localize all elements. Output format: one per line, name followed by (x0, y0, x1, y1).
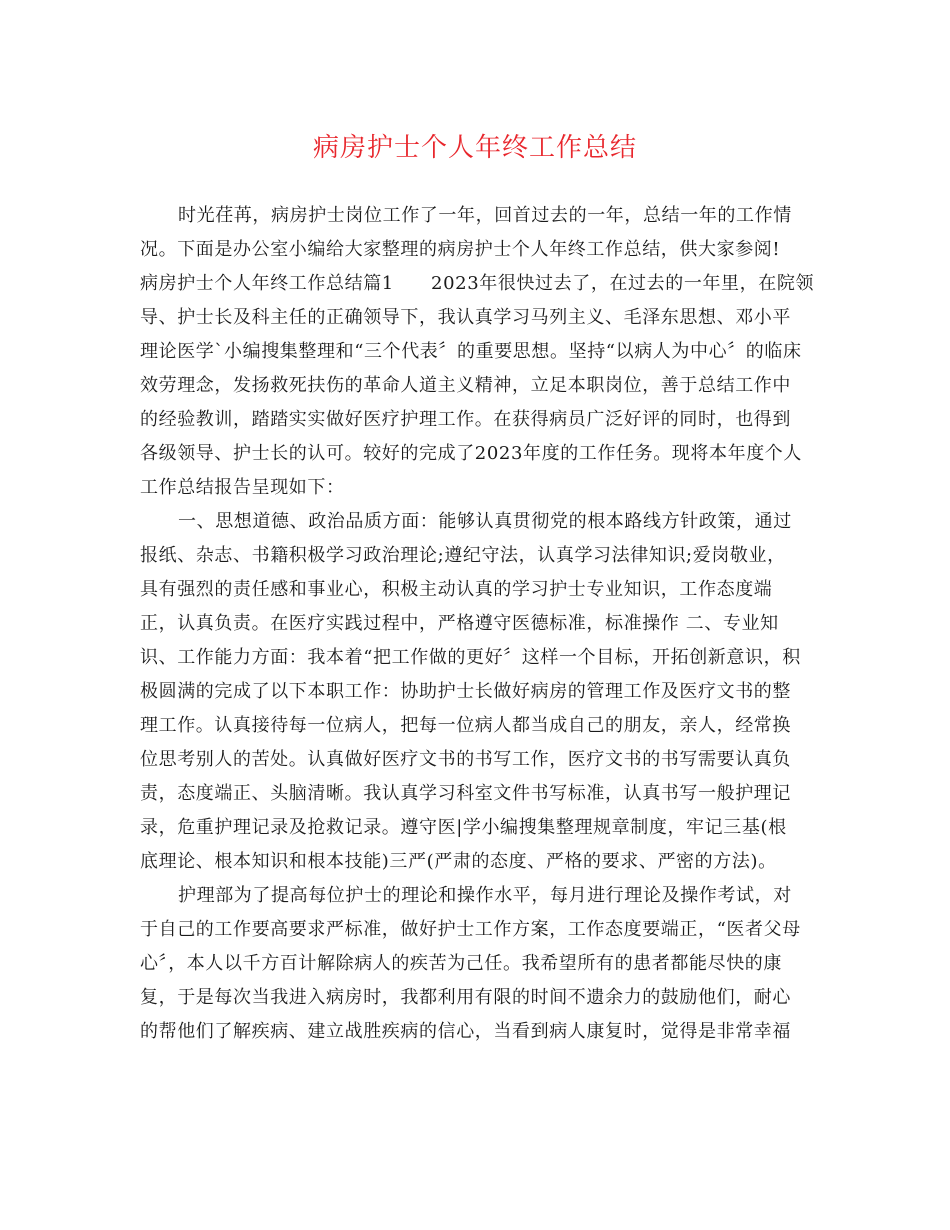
text-line: 识、工作能力方面：我本着“把工作做的更好〞这样一个目标，开拓创新意识，积 (140, 647, 801, 668)
text-line: 心〞，本人以千方百计解除病人的疾苦为己任。我希望所有的患者都能尽快的康 (140, 953, 782, 974)
text-line: 底理论、根本知识和根本技能)三严(严肃的态度、严格的要求、严密的方法)。 (140, 851, 777, 872)
text-line: 责，态度端正、头脑清晰。我认真学习科室文件书写标准，认真书写一般护理记 (140, 783, 791, 804)
text-line: 时光荏苒，病房护士岗位工作了一年，回首过去的一年，总结一年的工作情 (178, 205, 792, 226)
text-line: 录，危重护理记录及抢救记录。遵守医|学小编搜集整理规章制度，牢记三基(根 (140, 817, 787, 838)
text-line: 况。下面是办公室小编给大家整理的病房护士个人年终工作总结，供大家参阅! (140, 239, 781, 260)
text-line: 复，于是每次当我进入病房时，我都利用有限的时间不遗余力的鼓励他们，耐心 (140, 987, 791, 1008)
text-line: 各级领导、护士长的认可。较好的完成了2023年度的工作任务。现将本年度个人 (140, 443, 803, 464)
document-body (140, 199, 820, 1049)
text-line: 于自己的工作要高要求严标准，做好护士工作方案，工作态度要端正，“医者父母 (140, 919, 801, 940)
text-line: 报纸、杂志、书籍积极学习政治理论;遵纪守法，认真学习法律知识;爱岗敬业， (140, 545, 786, 566)
text-line: 病房护士个人年终工作总结篇1 2023年很快过去了，在过去的一年里，在院领 (140, 273, 815, 294)
text-line: 工作总结报告呈现如下： (140, 477, 345, 498)
text-line: 正，认真负责。在医疗实践过程中，严格遵守医德标准，标准操作 二、专业知 (140, 613, 779, 634)
text-line: 位思考别人的苦处。认真做好医疗文书的书写工作，医疗文书的书写需要认真负 (140, 749, 791, 770)
text-line: 导、护士长及科主任的正确领导下，我认真学习马列主义、毛泽东思想、邓小平 (140, 307, 791, 328)
text-line: 效劳理念，发扬救死扶伤的革命人道主义精神，立足本职岗位，善于总结工作中 (140, 375, 791, 396)
text-line: 理工作。认真接待每一位病人，把每一位病人都当成自己的朋友，亲人，经常换 (140, 715, 791, 736)
text-line: 极圆满的完成了以下本职工作：协助护士长做好病房的管理工作及医疗文书的整 (140, 681, 791, 702)
text-line: 护理部为了提高每位护士的理论和操作水平，每月进行理论及操作考试，对 (178, 885, 792, 906)
text-line: 一、思想道德、政治品质方面：能够认真贯彻党的根本路线方针政策，通过 (178, 511, 792, 532)
text-line: 具有强烈的责任感和事业心，积极主动认真的学习护士专业知识，工作态度端 (140, 579, 773, 600)
text-line: 的经验教训，踏踏实实做好医疗护理工作。在获得病员广泛好评的同时，也得到 (140, 409, 791, 430)
document-title: 病房护士个人年终工作总结 (312, 133, 637, 163)
text-line: 理论医学`小编搜集整理和“三个代表〞的重要思想。坚持“以病人为中心〞的临床 (140, 341, 802, 362)
text-line: 的帮他们了解疾病、建立战胜疾病的信心，当看到病人康复时，觉得是非常幸福 (140, 1021, 791, 1042)
